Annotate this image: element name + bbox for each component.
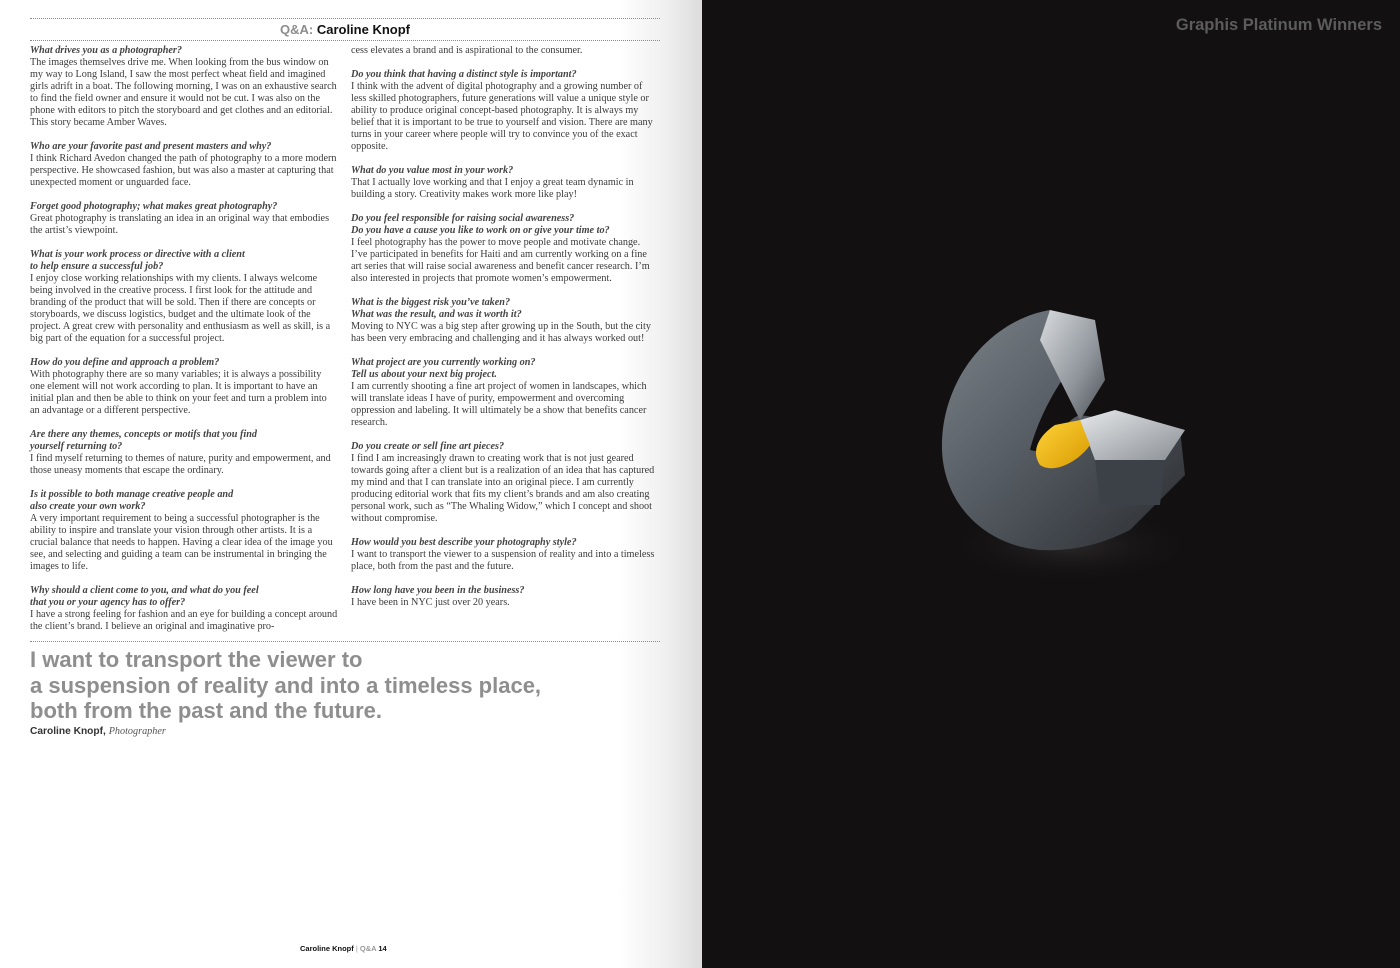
header-rule-top	[30, 18, 660, 19]
footer-section: Q&A	[359, 944, 377, 953]
qa-block	[351, 69, 659, 153]
qa-block	[30, 357, 338, 417]
qa-block	[30, 201, 338, 237]
answer-text: Moving to NYC was a big step after growing up in the South, but the city has been very embracing and challenging and it has always worked out!	[351, 321, 651, 344]
right-page	[702, 0, 1400, 968]
answer-text: I enjoy close working relationships with my clients. I always welcome being involved in the creative process. I first look for the attitude and branding of the product that will be sold. Then if there are concepts or storyboards, we discuss logistics, budget and the ultimate look of the project. A great crew with personality and enthusiasm as well as skill, is a big part of the equation for a successful project.	[30, 273, 331, 344]
answer-text: I think Richard Avedon changed the path of photography to a more modern perspective. He showcased fashion, but was also a master at capturing that unexpected moment or unguarded face.	[30, 153, 337, 188]
qa-block	[30, 489, 338, 573]
footer-separator: |	[355, 944, 358, 953]
answer-text: With photography there are so many variables; it is always a possibility one element will not work according to plan. It is important to have an initial plan and then be able to think on your feet and turn a problem into an advantage or a different perspective.	[30, 369, 327, 416]
footer-page-number: 14	[378, 944, 387, 953]
answer-text: cess elevates a brand and is aspirational to the consumer.	[351, 45, 583, 56]
interview-column-right	[351, 45, 659, 621]
qa-block	[30, 141, 338, 189]
pull-quote: I want to transport the viewer to a suspension of reality and into a timeless place, both from the past and the future.	[30, 647, 542, 723]
sculpture-block-top	[1080, 410, 1185, 460]
question-text: What is your work process or directive with a client to help ensure a successful job?	[30, 249, 245, 272]
attribution-name: Caroline Knopf,	[30, 726, 106, 737]
answer-text: I think with the advent of digital photography and a growing number of less skilled photographers, future generations will value a unique style or ability to produce original concept-based photography. It is always my belief that it is important to be true to yourself and vision. There are many turns in your career where people will try to convince you of the exact opposite.	[351, 81, 653, 152]
question-text: Are there any themes, concepts or motifs that you find yourself returning to?	[30, 429, 257, 452]
interview-column-left	[30, 45, 338, 645]
qa-block	[351, 165, 659, 201]
right-page-title: Graphis Platinum Winners	[1175, 16, 1382, 34]
qa-block	[30, 585, 338, 633]
header-name: Caroline Knopf	[316, 22, 410, 37]
sculpture-image	[930, 300, 1230, 590]
page-footer	[300, 944, 387, 953]
question-text: What project are you currently working on? Tell us about your next big project.	[351, 357, 536, 380]
question-text: How would you best describe your photography style?	[351, 537, 577, 548]
answer-text: That I actually love working and that I enjoy a great team dynamic in building a story. Creativity makes work more like play!	[351, 177, 634, 200]
qa-block	[351, 297, 659, 345]
question-text: Do you create or sell fine art pieces?	[351, 441, 505, 452]
answer-text: I find myself returning to themes of nature, purity and empowerment, and those uneasy moments that escape the ordinary.	[30, 453, 331, 476]
question-text: Who are your favorite past and present masters and why?	[30, 141, 272, 152]
answer-text: The images themselves drive me. When looking from the bus window on my way to Long Island, I saw the most perfect wheat field and imagined girls adrift in a boat. The following morning, I was on an exhaustive search to find the field owner and ensure it would not be cut. I was also on the phone with editors to pitch the storyboard and get clothes and an editorial. This story became Amber Waves.	[30, 57, 337, 128]
question-text: Why should a client come to you, and what do you feel that you or your agency has to offer?	[30, 585, 259, 608]
question-text: What is the biggest risk you’ve taken? What was the result, and was it worth it?	[351, 297, 522, 320]
question-text: How long have you been in the business?	[351, 585, 525, 596]
answer-text: A very important requirement to being a successful photographer is the ability to inspire and translate your vision through other artists. It is a crucial balance that needs to happen. Having a clear idea of the image you see, and selecting and guiding a team can be instrumental in bringing the images to life.	[30, 513, 333, 572]
sculpture-block-front	[1095, 460, 1165, 505]
qa-block	[351, 45, 659, 57]
qa-block	[351, 537, 659, 573]
answer-text: I want to transport the viewer to a suspension of reality and into a timeless place, both from the past and the future.	[351, 549, 655, 572]
quote-attribution	[30, 726, 166, 737]
question-text: What do you value most in your work?	[351, 165, 514, 176]
attribution-role: Photographer	[108, 726, 166, 737]
question-text: Do you think that having a distinct style is important?	[351, 69, 577, 80]
answer-text: I feel photography has the power to move people and motivate change. I’ve participated in benefits for Haiti and am currently working on a fine art series that will raise social awareness and benefit cancer research. I’m also interested in projects that promote women’s empowerment.	[351, 237, 650, 284]
question-text: Do you feel responsible for raising social awareness? Do you have a cause you like to work on or give your time to?	[351, 213, 610, 236]
footer-name: Caroline Knopf	[300, 944, 354, 953]
qa-block	[351, 441, 659, 525]
answer-text: I have been in NYC just over 20 years.	[351, 597, 510, 608]
answer-text: I am currently shooting a fine art project of women in landscapes, which will translate ideas I have of purity, empowerment and overcoming oppression and labeling. It will ultimately be a show that benefits cancer research.	[351, 381, 647, 428]
question-text: What drives you as a photographer?	[30, 45, 182, 56]
qa-block	[351, 357, 659, 429]
qa-block	[351, 585, 659, 609]
quote-rule	[30, 641, 660, 642]
answer-text: I find I am increasingly drawn to creating work that is not just geared towards going after a client but is a realization of an idea that has captured my mind and that I can translate into an original piece. I am currently producing editorial work that fits my client’s brands and am also creating personal work, such as “The Whaling Widow,” which I concept and shoot without compromise.	[351, 453, 655, 524]
question-text: How do you define and approach a problem?	[30, 357, 220, 368]
answer-text: Great photography is translating an idea in an original way that embodies the artist’s viewpoint.	[30, 213, 330, 236]
qa-block	[351, 213, 659, 285]
page-header	[30, 22, 660, 38]
qa-block	[30, 429, 338, 477]
header-rule-bottom	[30, 40, 660, 41]
question-text: Forget good photography; what makes great photography?	[30, 201, 278, 212]
header-prefix: Q&A:	[279, 22, 314, 37]
question-text: Is it possible to both manage creative people and also create your own work?	[30, 489, 234, 512]
qa-block	[30, 249, 338, 345]
qa-block	[30, 45, 338, 129]
answer-text: I have a strong feeling for fashion and an eye for building a concept around the client’s brand. I believe an original and imaginative pro-	[30, 609, 338, 632]
